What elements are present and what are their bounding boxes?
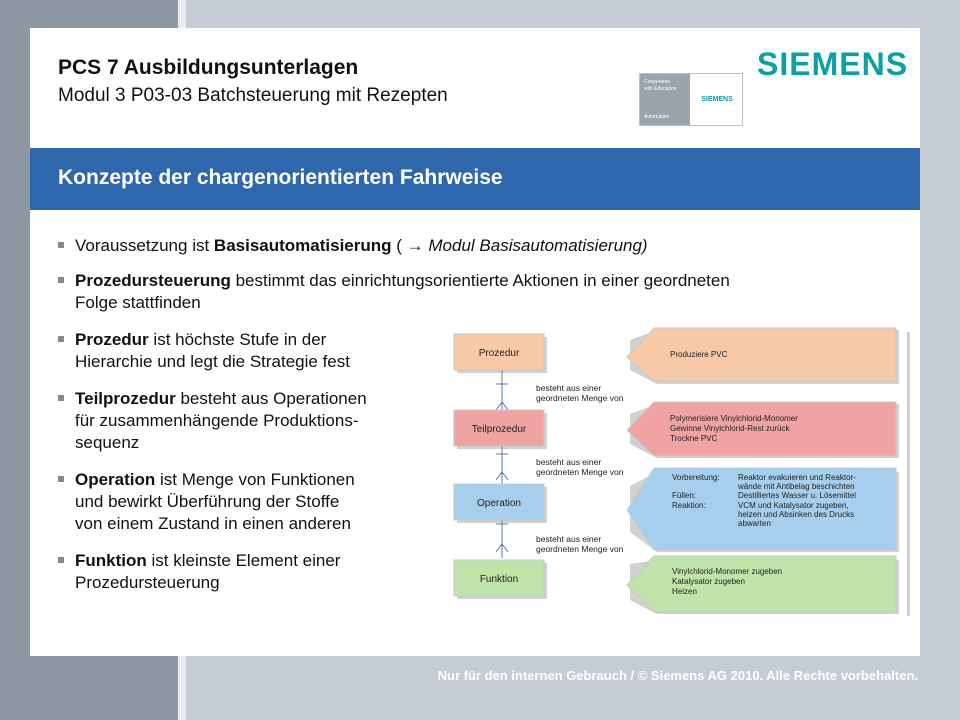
bullet-voraussetzung	[58, 235, 648, 257]
caption-line: geordneten Menge von	[536, 393, 624, 403]
badge-line-1: Cooperates	[644, 79, 670, 85]
level-label: Operation	[477, 498, 521, 509]
arrow-text: Gewinne Vinylchlorid-Rest zurück	[670, 424, 790, 433]
arrow-text: Produziere PVC	[670, 350, 728, 359]
badge-siemens-logo: SIEMENS	[701, 96, 733, 103]
arrow-funktion	[627, 556, 899, 614]
bullet-text: Hierarchie und legt die Strategie fest	[75, 352, 350, 371]
bullet-text: Voraussetzung ist	[75, 236, 214, 255]
bullet-text: von einem Zustand in einen anderen	[75, 514, 351, 533]
bullet-text: ist höchste Stufe in der	[148, 330, 327, 349]
arrow-teilprozedur	[627, 402, 899, 458]
bullet-term: Prozedursteuerung	[75, 271, 231, 290]
arrow-label: Reaktion:	[672, 501, 706, 510]
badge-left-panel	[640, 74, 690, 125]
level-box-funktion	[454, 560, 547, 599]
caption-line: geordneten Menge von	[536, 544, 624, 554]
bullet-marker	[58, 395, 64, 401]
section-banner	[30, 148, 920, 210]
arrow-text: Reaktor evakuieren und Reaktor-	[738, 473, 856, 482]
arrow-text: Vinylchlorid-Monomer zugeben	[672, 567, 783, 576]
footer-copyright: Nur für den internen Gebrauch / © Siemens AG 2010. Alle Rechte vorbehalten.	[437, 668, 918, 683]
bullet-prozedur	[58, 329, 350, 373]
bullet-operation	[58, 469, 355, 535]
arrow-prozedur	[627, 328, 899, 384]
arrow-text: Polymerisiere Vinylchlorid-Monomer	[670, 414, 798, 423]
bullet-text: bestimmt das einrichtungsorientierte Aktionen in einer geordneten	[230, 271, 730, 290]
bullet-marker	[58, 476, 64, 482]
bullet-text: sequenz	[75, 433, 140, 452]
bullet-term: Funktion	[75, 551, 147, 570]
arrow-text: heizen und Absinken des Drucks	[738, 510, 855, 519]
bullet-reference: Modul Basisautomatisierung)	[423, 236, 648, 255]
arrow-label: Vorbereitung:	[672, 473, 720, 482]
arrow-text: Heizen	[672, 587, 697, 596]
slide-title: PCS 7 Ausbildungsunterlagen	[58, 56, 359, 79]
section-title: Konzepte der chargenorientierten Fahrweise	[58, 166, 503, 189]
caption-line: besteht aus einer	[536, 534, 602, 544]
bullet-text: ist Menge von Funktionen	[155, 470, 355, 489]
arrow-icon: →	[406, 236, 424, 255]
bullet-text: besteht aus Operationen	[175, 389, 367, 408]
bullet-text: (	[391, 236, 402, 255]
bullet-teilprozedur	[58, 388, 367, 454]
bullet-term: Basisautomatisierung	[213, 236, 392, 255]
bullet-text: und bewirkt Überführung der Stoffe	[75, 492, 340, 511]
caption-line: besteht aus einer	[536, 457, 602, 467]
badge-line-3: Automation	[644, 114, 670, 120]
bullet-term: Prozedur	[75, 330, 149, 349]
bullet-text: Folge stattfinden	[75, 293, 201, 312]
bullet-marker	[58, 557, 64, 563]
arrow-text: Katalysator zugeben	[672, 577, 745, 586]
slide-subtitle: Modul 3 P03-03 Batchsteuerung mit Rezepten	[58, 85, 448, 106]
arrow-text: wände mit Antibelag beschichten	[738, 482, 855, 491]
level-label: Funktion	[479, 574, 519, 585]
caption-line: geordneten Menge von	[536, 467, 624, 477]
bullet-text: für zusammenhängende Produktions-	[75, 411, 359, 430]
bullet-marker	[58, 336, 64, 342]
badge-line-2: with Education	[644, 86, 677, 92]
caption-line: besteht aus einer	[536, 383, 602, 393]
bullet-text: Prozedursteuerung	[75, 573, 220, 592]
bullet-marker	[58, 277, 64, 283]
bullet-term: Teilprozedur	[75, 389, 176, 408]
level-label: Prozedur	[478, 348, 520, 359]
level-label: Teilprozedur	[471, 424, 527, 435]
level-box-teilprozedur	[454, 410, 547, 449]
bullet-text: ist kleinste Element einer	[146, 551, 341, 570]
level-box-operation	[454, 484, 547, 523]
bullet-prozedursteuerung	[58, 270, 730, 314]
arrow-label: Füllen:	[672, 491, 697, 500]
arrow-text: Trockne PVC	[670, 434, 718, 443]
arrow-text: abwarten	[738, 519, 771, 528]
bullet-funktion	[58, 550, 340, 594]
siemens-logo: SIEMENS	[757, 46, 909, 82]
bullet-term: Operation	[75, 470, 156, 489]
level-box-prozedur	[454, 334, 547, 373]
arrow-text: Destilliertes Wasser u. Lösemittel	[738, 491, 856, 500]
cooperates-with-education-badge	[639, 73, 743, 126]
arrow-text: VCM und Katalysator zugeben,	[738, 501, 849, 510]
procedure-hierarchy-diagram	[452, 326, 912, 618]
bullet-marker	[58, 242, 64, 248]
arrow-operation	[627, 468, 899, 552]
diagram-right-edge	[907, 332, 910, 616]
